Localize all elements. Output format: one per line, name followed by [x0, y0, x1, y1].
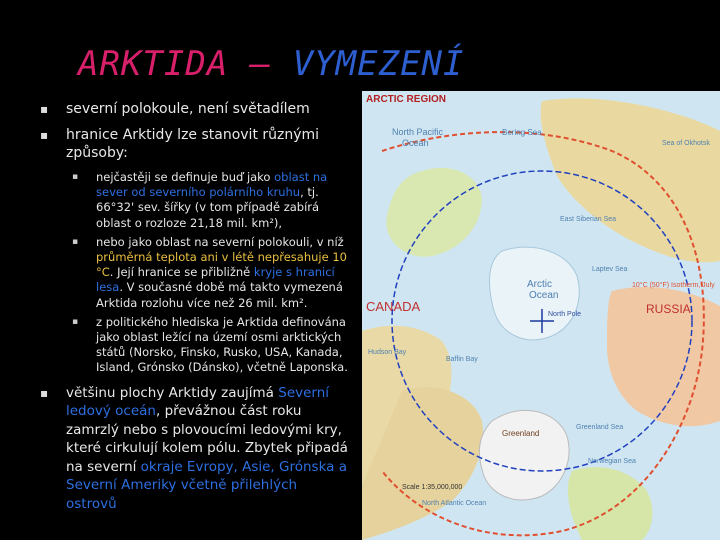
bullet-ocean [40, 384, 350, 514]
sub1-text-a: nejčastěji se definuje buď jako [96, 170, 275, 184]
sub2-highlight-2: kryje s hranicí lesa [96, 265, 335, 295]
label-russia: RUSSIA [646, 302, 691, 316]
label-pacific-ocean: Ocean [402, 138, 429, 148]
label-arctic: Arctic [527, 279, 552, 290]
b3-text-a: většinu plochy Arktidy zaujímá [66, 384, 279, 401]
bullet-list [40, 100, 350, 521]
label-canada: CANADA [366, 299, 421, 314]
sub-bullet-temperature [40, 235, 350, 311]
label-baffin-bay: Baffin Bay [446, 356, 478, 363]
sub2-highlight: průměrná teplota ani v létě nepřesahuje 10 °C [96, 250, 347, 280]
sub-bullet-list [40, 170, 350, 376]
land-greenland [479, 410, 569, 500]
label-bering-sea: Bering Sea [502, 128, 542, 137]
bullet-definitions: ▪ hranice Arktidy lze stanovit různými způsoby: [40, 126, 350, 162]
label-scale: Scale 1:35,000,000 [402, 484, 463, 491]
sub2-text-c: . V současné době má takto vymezená Arktida rozlohu více než 26 mil. km². [96, 280, 343, 310]
sub1-text-b: , tj. 66°32' sev. šířky (v tom případě zabírá oblast o rozloze 21,18 mil. km²), [96, 185, 320, 230]
label-arctic-ocean: Ocean [529, 290, 559, 301]
label-isotherm: 10°C (50°F) Isotherm, July [632, 282, 715, 289]
sub2-text-a: nebo jako oblast na severní polokouli, v níž [96, 234, 344, 249]
arctic-map-graphic [362, 91, 720, 540]
label-north-pole: North Pole [548, 311, 582, 318]
title-part2: VYMEZENÍ [292, 44, 465, 84]
label-greenland: Greenland [502, 429, 540, 438]
bullet-hemisphere: ▪ severní polokoule, není světadílem [40, 100, 350, 118]
label-north-atlantic: North Atlantic Ocean [422, 500, 487, 507]
label-norwegian-sea: Norwegian Sea [588, 458, 636, 465]
label-laptev-sea: Laptev Sea [592, 266, 628, 273]
slide-title [78, 44, 464, 84]
b3-text-b: , převážnou část roku zamrzlý nebo s plovoucími ledovými kry, které cirkulují kolem pólu. Zbytek připadá na severní [66, 403, 348, 475]
label-sea-okhotsk: Sea of Okhotsk [662, 140, 710, 147]
title-part1: ARKTIDA [78, 44, 229, 84]
b3-highlight-europe: okraje Evropy, [140, 458, 238, 475]
b3-highlight-ocean: Severní ledový oceán [66, 384, 330, 420]
sub1-highlight: oblast na sever od severního polárního kruhu [96, 170, 328, 200]
map-header: ARCTIC REGION [366, 94, 446, 105]
sub-bullet-political: ▪ z politického hlediska je Arktida definována jako oblast ležící na území osmi arktických států (Norsko, Finsko, Rusko, USA, Kanada, Island, Grónsko (Dánsko), včetně Laponska. [40, 315, 350, 376]
b3-highlight-continents: Asie, Grónska a Severní Ameriky včetně přilehlých ostrovů [66, 458, 347, 512]
label-north-pacific: North Pacific [392, 127, 444, 137]
label-east-siberian-sea: East Siberian Sea [560, 216, 617, 223]
arctic-region-map [362, 91, 720, 540]
title-separator: – [228, 44, 293, 84]
sub-bullet-polar-circle [40, 170, 350, 231]
sub2-text-b: . Její hranice se přibližně [109, 265, 254, 280]
label-greenland-sea: Greenland Sea [576, 424, 624, 431]
label-hudson-bay: Hudson Bay [368, 349, 407, 356]
